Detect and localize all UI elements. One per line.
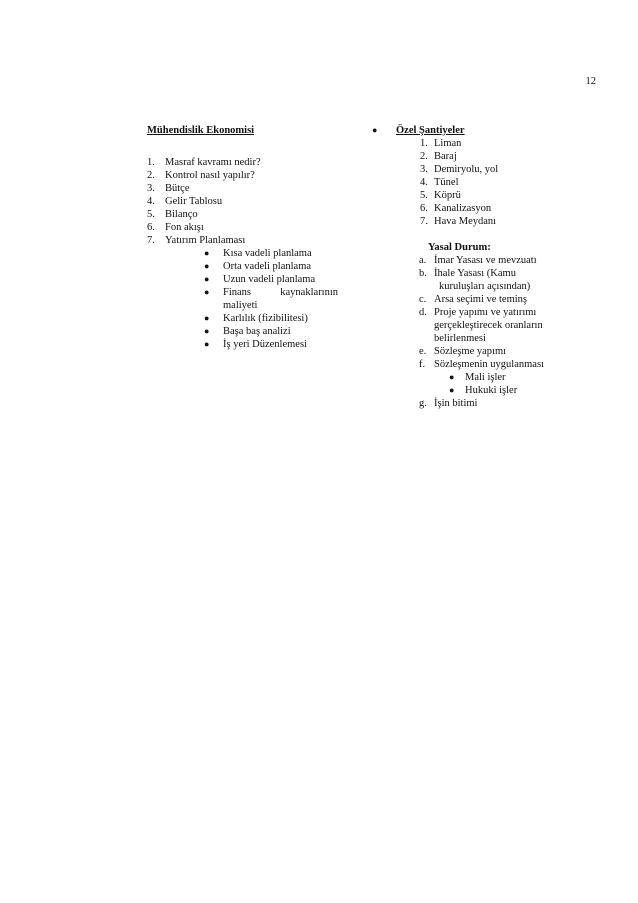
legal-text: İşin bitimi <box>434 398 478 409</box>
legal-text <box>434 267 612 293</box>
bullet-text: Hukuki işler <box>465 385 518 396</box>
bullet-item <box>204 247 347 260</box>
bullet-text: Orta vadeli planlama <box>223 261 312 272</box>
legal-line: Sözleşmenin uygulanması <box>434 359 544 370</box>
list-item: 2. Kontrol nasıl yapılır? <box>147 170 255 181</box>
list-item: 1. Liman <box>420 138 462 149</box>
legal-line: İhale Yasası (Kamu <box>434 268 516 279</box>
list-item: 3. Bütçe <box>147 183 190 194</box>
list-item-text: Yatırım Planlaması <box>165 235 246 246</box>
bullet-text <box>223 286 347 312</box>
legal-item: f. Sözleşmenin uygulanması ● Mali işler ● Hukuki işler <box>419 358 612 397</box>
list-item-text: Baraj <box>434 151 457 162</box>
list-item-text: Masraf kavramı nedir? <box>165 157 261 168</box>
list-item: 3. Demiryolu, yol <box>420 164 499 175</box>
list-item: 2. Baraj <box>420 151 457 162</box>
bullet-icon: ● <box>204 261 210 271</box>
list-item-text: Bütçe <box>165 183 190 194</box>
bullet-text: İş yeri Düzenlemesi <box>223 339 307 350</box>
list-item-text: Bilanço <box>165 209 198 220</box>
list-item-text: Kontrol nasıl yapılır? <box>165 170 255 181</box>
list-item: 6. Kanalizasyon <box>420 203 492 214</box>
legal-text: İmar Yasası ve mevzuatı <box>434 255 537 266</box>
legal-text <box>434 358 612 397</box>
bullet-text: Uzun vadeli planlama <box>223 274 316 285</box>
legal-item: d. Proje yapımı ve yatırımı gerçekleştirecek oranların belirlenmesi <box>419 306 612 345</box>
legal-line: gerçekleştirecek oranların <box>434 320 543 331</box>
bullet-item <box>449 371 612 384</box>
left-column <box>147 124 347 351</box>
legal-line: Proje yapımı ve yatırımı <box>434 307 537 318</box>
sites-list <box>420 137 612 228</box>
list-item-text: Köprü <box>434 190 461 201</box>
bullet-item <box>204 325 347 338</box>
legal-item: b. İhale Yasası (Kamu kuruluşları açısından) <box>419 267 612 293</box>
list-item: 7. Hava Meydanı <box>420 216 497 227</box>
finans-line: maliyeti <box>223 300 258 311</box>
bullet-item <box>204 338 347 351</box>
legal-text <box>434 306 612 345</box>
economics-list <box>147 156 347 247</box>
list-item-text: Demiryolu, yol <box>434 164 499 175</box>
page-number: 12 <box>585 76 596 87</box>
bullet-icon: ● <box>204 339 210 349</box>
legal-list <box>419 254 612 410</box>
list-item-text: Hava Meydanı <box>434 216 497 227</box>
bullet-icon: ● <box>449 385 455 395</box>
bullet-text: Karlılık (fizibilitesi) <box>223 313 308 324</box>
investment-sub-list <box>204 247 347 351</box>
bullet-icon: ● <box>204 313 210 323</box>
legal-line: kuruluşları açısından) <box>439 281 531 292</box>
list-item: 1. Masraf kavramı nedir? <box>147 157 261 168</box>
bullet-icon: ● <box>204 326 210 336</box>
finans-word: kaynaklarının <box>280 287 338 298</box>
bullet-text: Kısa vadeli planlama <box>223 248 312 259</box>
bullet-item <box>204 260 347 273</box>
legal-title: Yasal Durum: <box>428 242 491 253</box>
left-heading: Mühendislik Ekonomisi <box>147 125 255 136</box>
bullet-icon: ● <box>204 248 210 258</box>
bullet-text: Mali işler <box>465 372 506 383</box>
bullet-item <box>204 312 347 325</box>
bullet-item <box>449 384 612 397</box>
legal-item: g. İşin bitimi <box>419 397 612 410</box>
list-item-text: Kanalizasyon <box>434 203 492 214</box>
legal-item: c. Arsa seçimi ve teminş <box>419 293 612 306</box>
legal-text: Arsa seçimi ve teminş <box>434 294 528 305</box>
list-item: 5. Köprü <box>420 190 461 201</box>
legal-line: belirlenmesi <box>434 333 486 344</box>
legal-item: e. Sözleşme yapımı <box>419 345 612 358</box>
right-column <box>372 124 612 410</box>
bullet-item <box>204 286 347 312</box>
list-item: 7. Yatırım Planlaması <box>147 235 246 246</box>
bullet-icon: ● <box>372 125 378 135</box>
list-item-text: Tünel <box>434 177 459 188</box>
list-item: 6. Fon akışı <box>147 222 204 233</box>
list-item: 5. Bilanço <box>147 209 198 220</box>
bullet-item <box>204 273 347 286</box>
list-item-text: Liman <box>434 138 462 149</box>
bullet-icon: ● <box>449 372 455 382</box>
bullet-icon: ● <box>204 274 210 284</box>
legal-item: a. İmar Yasası ve mevzuatı <box>419 254 612 267</box>
right-heading: Özel Şantiyeler <box>396 125 465 136</box>
bullet-icon: ● <box>204 287 210 297</box>
finans-word: Finans <box>223 287 252 298</box>
list-item: 4. Gelir Tablosu <box>147 196 223 207</box>
right-heading-row <box>372 124 612 137</box>
list-item-text: Gelir Tablosu <box>165 196 223 207</box>
list-item: 4. Tünel <box>420 177 459 188</box>
list-item-text: Fon akışı <box>165 222 204 233</box>
bullet-text: Başa baş analizi <box>223 326 291 337</box>
legal-text: Sözleşme yapımı <box>434 346 507 357</box>
